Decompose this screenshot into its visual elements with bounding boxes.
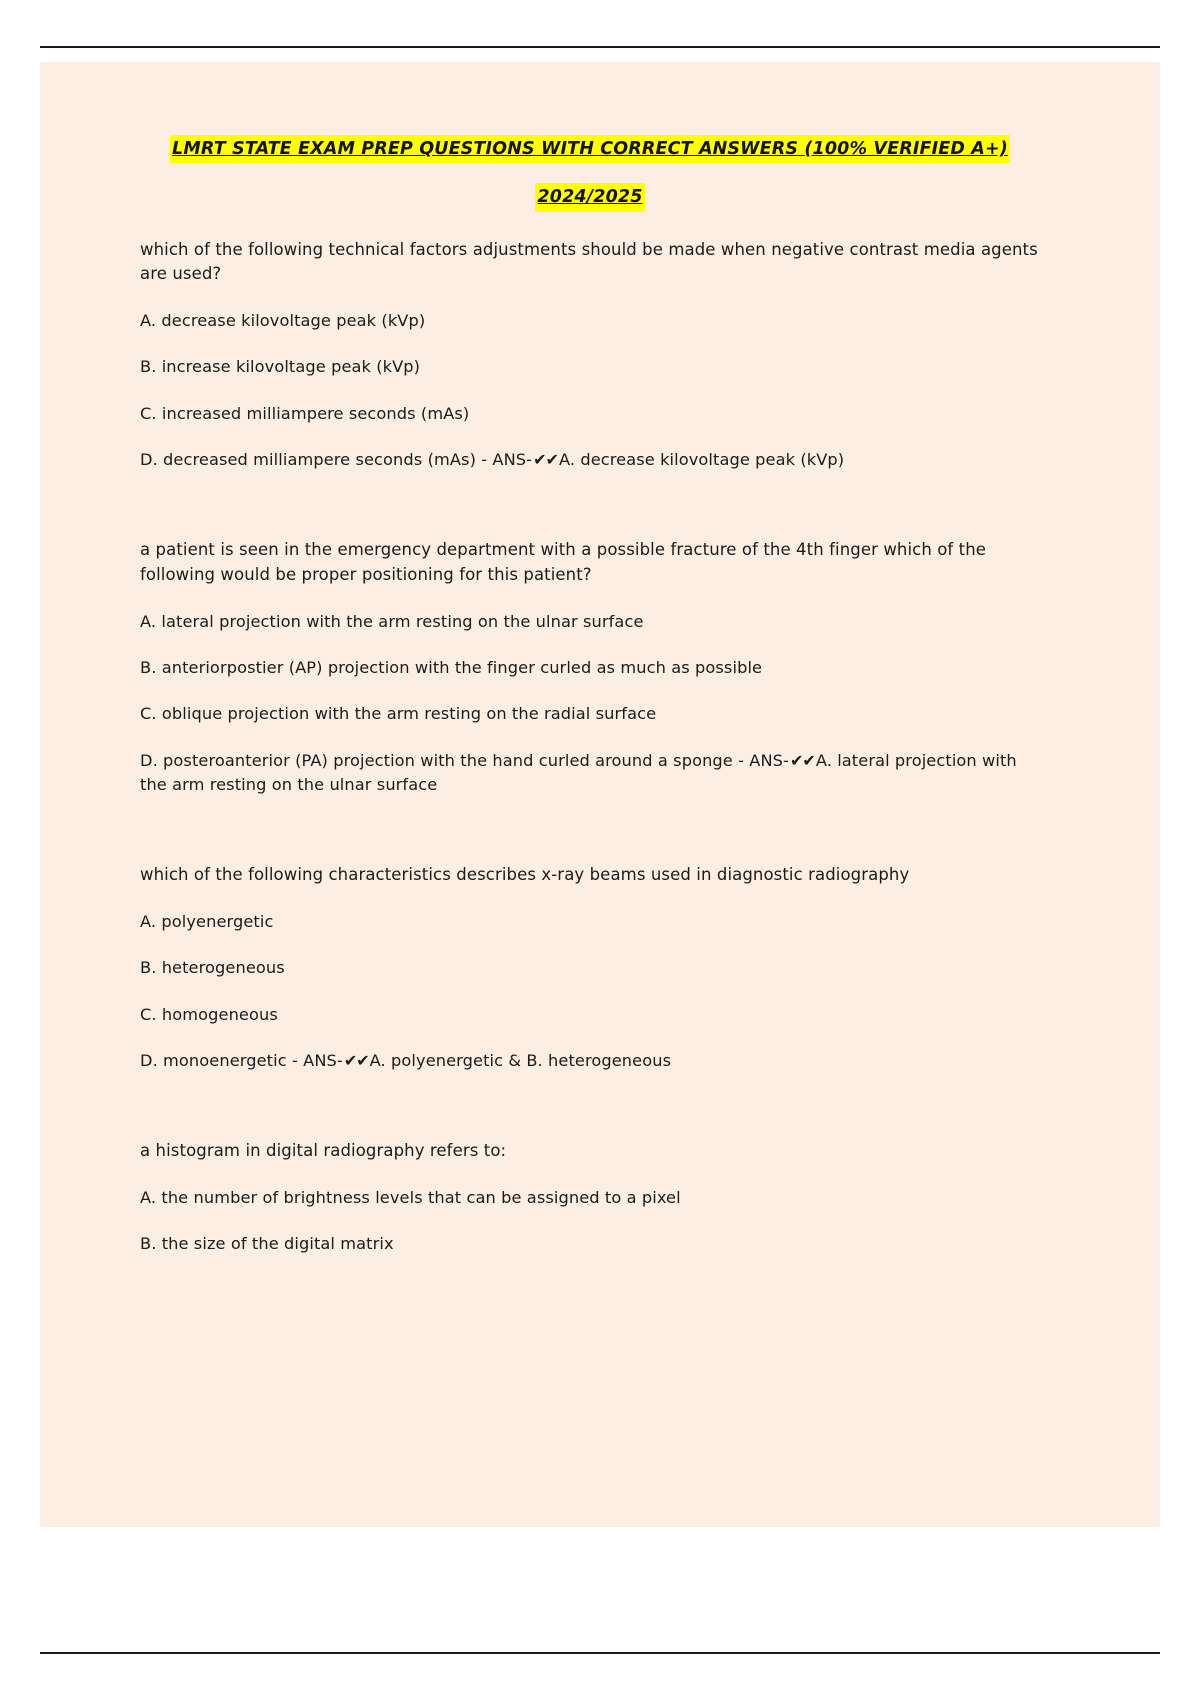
option-item: C. increased milliampere seconds (mAs) <box>140 403 470 423</box>
block-spacer <box>140 797 1040 837</box>
option-item: B. increase kilovoltage peak (kVp) <box>140 357 421 377</box>
option-item: C. oblique projection with the arm resting on the radial surface <box>140 704 657 724</box>
title-line-2: 2024/2025 <box>535 183 644 211</box>
option-item: B. anteriorpostier (AP) projection with the finger curled as much as possible <box>140 657 763 677</box>
answer-option-prefix: D. posteroanterior (PA) projection with the hand curled around a sponge - ANS- <box>140 750 789 770</box>
option-item: A. lateral projection with the arm resting on the ulnar surface <box>140 611 644 631</box>
option-item: A. the number of brightness levels that can be assigned to a pixel <box>140 1187 681 1207</box>
document-content <box>140 135 1040 1256</box>
question-text: which of the following characteristics describes x-ray beams used in diagnostic radiography <box>140 865 910 885</box>
question-block <box>140 538 1040 797</box>
option-item: A. polyenergetic <box>140 911 274 931</box>
answer-text: A. lateral projection with the arm resting on the ulnar surface <box>140 750 1017 794</box>
checkmark-icon: ✔✔ <box>343 1050 369 1070</box>
checkmark-icon: ✔✔ <box>790 750 815 770</box>
document-title <box>140 135 1040 163</box>
block-spacer <box>140 1073 1040 1113</box>
document-subtitle <box>140 183 1040 211</box>
checkmark-icon: ✔✔ <box>533 449 558 469</box>
answer-option-prefix: D. monoenergetic - ANS- <box>140 1050 343 1070</box>
option-item: A. decrease kilovoltage peak (kVp) <box>140 311 426 330</box>
answer-text: A. polyenergetic & B. heterogeneous <box>369 1050 672 1070</box>
question-block <box>140 1139 1040 1256</box>
block-spacer <box>140 472 1040 512</box>
question-text: a patient is seen in the emergency department with a possible fracture of the 4th finger which of the following would be proper positioning for this patient? <box>140 540 987 584</box>
option-item: B. heterogeneous <box>140 958 285 978</box>
page-bottom-rule <box>40 1652 1160 1654</box>
option-item: B. the size of the digital matrix <box>140 1234 394 1254</box>
question-text: a histogram in digital radiography refers to: <box>140 1141 507 1161</box>
option-item: C. homogeneous <box>140 1004 278 1024</box>
question-block <box>140 863 1040 1073</box>
question-text: which of the following technical factors adjustments should be made when negative contrast media agents are used? <box>140 239 1038 284</box>
title-line-1: LMRT STATE EXAM PREP QUESTIONS WITH CORRECT ANSWERS (100% VERIFIED A+) <box>170 135 1010 163</box>
answer-text: A. decrease kilovoltage peak (kVp) <box>558 449 845 469</box>
answer-line <box>140 749 1040 798</box>
page-top-rule <box>40 46 1160 48</box>
answer-line <box>140 448 1040 472</box>
answer-line <box>140 1049 1040 1073</box>
answer-option-prefix: D. decreased milliampere seconds (mAs) - ANS- <box>140 449 533 469</box>
question-block <box>140 238 1040 473</box>
